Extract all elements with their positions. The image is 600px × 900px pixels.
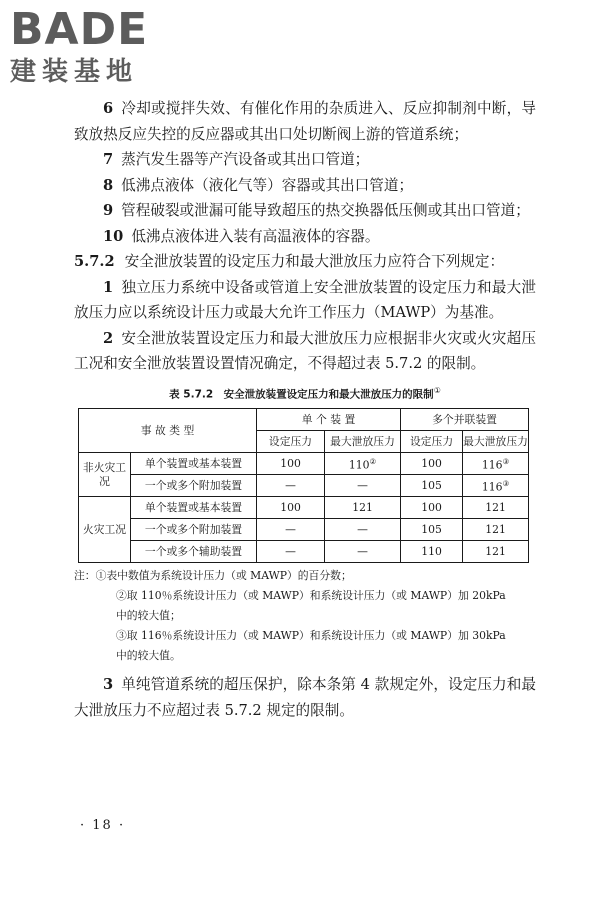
list-item: 8 低沸点液体（液化气等）容器或其出口管道；: [103, 176, 414, 194]
cell-multi-set: 105: [401, 519, 463, 541]
brand-logo: [10, 6, 180, 88]
list-item: 10 低沸点液体进入装有高温液体的容器。: [103, 227, 380, 245]
sub-item: 2 安全泄放装置设定压力和最大泄放压力应根据非火灾或火灾超压工况和安全泄放装置设置情况确定，不得超过表 5.7.2 的限制。: [74, 329, 536, 372]
cell-single-set: 100: [257, 497, 325, 519]
table-notes: [74, 566, 536, 666]
pressure-limit-table: [78, 408, 529, 563]
logo-subtitle: 建装基地: [10, 57, 139, 87]
cell-single-max: —: [325, 475, 401, 497]
header-max-pressure: 最大泄放压力: [325, 431, 401, 453]
note-2-continued: 中的较大值；: [116, 609, 181, 622]
header-set-pressure: 设定压力: [401, 431, 463, 453]
table-row: [79, 541, 529, 563]
table-caption: 表 5.7.2 安全泄放装置设定压力和最大泄放压力的限制①: [169, 385, 441, 400]
cell-single-max: —: [325, 519, 401, 541]
note-2: ②取 110％系统设计压力（或 MAWP）和系统设计压力（或 MAWP）加 20kPa: [116, 589, 506, 602]
note-1: 注：①表中数值为系统设计压力（或 MAWP）的百分数；: [74, 569, 352, 582]
list-item: 6 冷却或搅拌失效、有催化作用的杂质进入、反应抑制剂中断，导致放热反应失控的反应器或其出口处切断阀上游的管道系统；: [74, 100, 536, 143]
header-case-type: 事 故 类 型: [79, 409, 257, 453]
table-row: [79, 475, 529, 497]
cell-multi-max: 121: [463, 497, 529, 519]
cell-multi-max: 116③: [463, 453, 529, 475]
table-row: [79, 453, 529, 475]
list-item: 7 蒸汽发生器等产汽设备或其出口管道；: [103, 151, 370, 168]
row-label: 一个或多个附加装置: [131, 519, 257, 541]
header-single-device: 单 个 装 置: [257, 409, 401, 431]
header-max-pressure: 最大泄放压力: [463, 431, 529, 453]
cell-single-max: 121: [325, 497, 401, 519]
table-row: [79, 519, 529, 541]
cell-single-set: —: [257, 541, 325, 563]
row-label: 一个或多个附加装置: [131, 475, 257, 497]
cell-multi-set: 100: [401, 453, 463, 475]
section-heading: 5.7.2 安全泄放装置的设定压力和最大泄放压力应符合下列规定：: [74, 253, 505, 270]
cell-multi-max: 121: [463, 519, 529, 541]
page-number: · 18 ·: [80, 818, 126, 833]
note-3-continued: 中的较大值。: [116, 649, 181, 662]
group-fire: 火灾工况: [79, 497, 131, 563]
header-set-pressure: 设定压力: [257, 431, 325, 453]
cell-single-set: —: [257, 475, 325, 497]
row-label: 单个装置或基本装置: [131, 453, 257, 475]
cell-single-max: 110②: [325, 453, 401, 475]
cell-multi-set: 105: [401, 475, 463, 497]
cell-multi-set: 110: [401, 541, 463, 563]
cell-multi-max: 121: [463, 541, 529, 563]
group-nonfire: 非火灾工况: [79, 453, 131, 497]
row-label: 一个或多个辅助装置: [131, 541, 257, 563]
cell-single-set: —: [257, 519, 325, 541]
row-label: 单个装置或基本装置: [131, 497, 257, 519]
cell-multi-set: 100: [401, 497, 463, 519]
note-3: ③取 116％系统设计压力（或 MAWP）和系统设计压力（或 MAWP）加 30kPa: [116, 629, 506, 642]
page-body: [74, 96, 536, 723]
sub-item: 1 独立压力系统中设备或管道上安全泄放装置的设定压力和最大泄放压力应以系统设计压力或最大允许工作压力（MAWP）为基准。: [74, 278, 536, 321]
logo-wordmark: BADE: [10, 4, 149, 55]
cell-multi-max: 116③: [463, 475, 529, 497]
cell-single-max: —: [325, 541, 401, 563]
header-multiple-devices: 多个并联装置: [401, 409, 529, 431]
sub-item: 3 单纯管道系统的超压保护，除本条第 4 款规定外，设定压力和最大泄放压力不应超过表 5.7.2 规定的限制。: [74, 676, 536, 719]
cell-single-set: 100: [257, 453, 325, 475]
list-item: 9 管程破裂或泄漏可能导致超压的热交换器低压侧或其出口管道；: [103, 202, 530, 219]
table-row: [79, 497, 529, 519]
table-header-row: [79, 409, 529, 431]
